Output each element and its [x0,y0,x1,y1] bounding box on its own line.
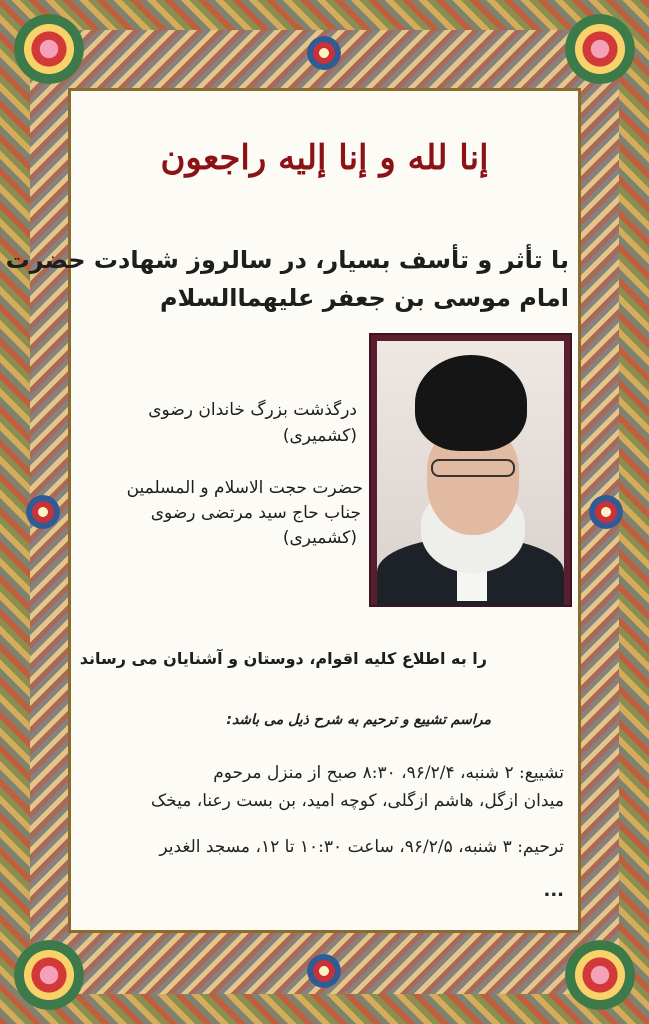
announcement-line-2: (کشمیری) [282,426,357,446]
flower-ornament-icon [565,940,635,1010]
memorial-line: ترحیم: ۳ شنبه، ۹۶/۲/۵، ساعت ۱۰:۳۰ تا ۱۲، مسجد الغدیر [159,837,564,857]
rosette-ornament-icon [307,36,341,70]
rosette-ornament-icon [26,495,60,529]
deceased-name-line: جناب حاج سید مرتضی رضوی [150,503,361,523]
deceased-title-line: حضرت حجت الاسلام و المسلمین [126,478,363,498]
announcement-line-1: درگذشت بزرگ خاندان رضوی [148,400,357,420]
photo-background [377,341,564,599]
inform-line: را به اطلاع کلیه اقوام، دوستان و آشنایان می رساند [79,649,487,668]
portrait-turban [415,355,527,451]
flower-ornament-icon [565,14,635,84]
flower-ornament-icon [14,940,84,1010]
rosette-ornament-icon [589,495,623,529]
flower-ornament-icon [14,14,84,84]
portrait-photo [369,333,572,607]
funeral-line-1: تشییع: ۲ شنبه، ۹۶/۲/۴، ۸:۳۰ صبح از منزل مرحوم [213,763,564,783]
deceased-family-line: (کشمیری) [282,528,357,548]
trailing-ellipsis: ... [543,880,564,901]
funeral-line-2: میدان ازگل، هاشم ازگلی، کوچه امید، بن بست رعنا، میخک [150,791,564,811]
portrait-glasses [431,459,515,477]
notice-heading: إنا لله و إنا إليه راجعون [160,138,489,178]
ceremony-heading: مراسم تشییع و ترحیم به شرح ذیل می باشد: [226,712,491,728]
rosette-ornament-icon [307,954,341,988]
intro-line-2: امام موسی بن جعفر علیهما‌السلام [160,284,569,312]
intro-line-1: با تأثر و تأسف بسیار، در سالروز شهادت حضرت [5,246,569,274]
